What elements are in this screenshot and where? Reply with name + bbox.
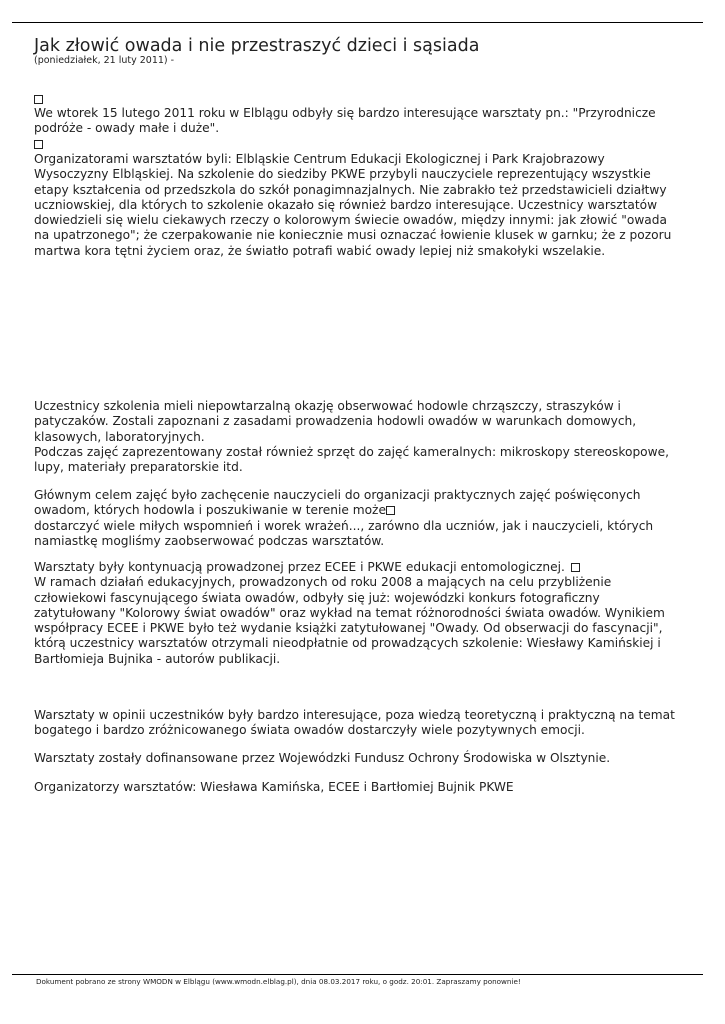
text-line: bogatego i bardzo zróżnicowanego świata owadów dostarczyły wiele pozytywnych emocji. <box>34 723 585 738</box>
text-line: lupy, materiały preparatorskie itd. <box>34 460 243 475</box>
text-line-with-glyph <box>34 503 694 518</box>
text-fragment: owadom, których hodowla i poszukiwanie w terenie może <box>34 503 386 518</box>
missing-image-icon <box>34 140 43 149</box>
footer-note: Dokument pobrano ze strony WMODN w Elblągu (www.wmodn.elblag.pl), dnia 08.03.2017 roku, o godz. 20:01. Zapraszamy ponownie! <box>36 977 521 986</box>
text-line: Podczas zajęć zaprezentowany został również sprzęt do zajęć kameralnych: mikroskopy stereoskopowe, <box>34 444 669 459</box>
text-line: klasowych, laboratoryjnych. <box>34 429 205 444</box>
paragraph-signature <box>34 780 694 795</box>
paragraph-continuation <box>34 560 694 667</box>
text-line: Warsztaty zostały dofinansowane przez Wojewódzki Fundusz Ochrony Środowiska w Olsztynie. <box>34 751 611 765</box>
paragraph-intro <box>34 106 694 152</box>
text-line: Organizatorzy warsztatów: Wiesława Kamińska, ECEE i Bartłomiej Bujnik PKWE <box>34 780 514 794</box>
missing-image-icon <box>386 506 395 515</box>
text-line: Warsztaty w opinii uczestników były bardzo interesujące, poza wiedzą teoretyczną i praktyczną na temat <box>34 708 675 722</box>
text-line: namiastkę mogliśmy zaobserwować podczas warsztatów. <box>34 533 385 548</box>
text-line: Głównym celem zajęć było zachęcenie nauczycieli do organizacji praktycznych zajęć poświęconych <box>34 488 641 502</box>
text-line: Uczestnicy szkolenia mieli niepowtarzalną okazję obserwować hodowle chrząszczy, straszyków i <box>34 399 621 413</box>
article-title: Jak złowić owada i nie przestraszyć dzieci i sąsiada <box>34 36 480 56</box>
text-line: We wtorek 15 lutego 2011 roku w Elblągu odbyły się bardzo interesujące warsztaty pn.: "Przyrodnicze <box>34 106 656 120</box>
text-line: którą uczestnicy warsztatów otrzymali nieodpłatnie od prowadzących szkolenie: Wiesławy Kamińskiej i <box>34 636 661 651</box>
text-line: zatytułowany "Kolorowy świat owadów" oraz wykład na temat różnorodności świata owadów. Wynikiem <box>34 605 665 620</box>
missing-image-icon <box>34 95 43 104</box>
text-line: uczniowskiej, dla których to szkolenie okazało się również bardzo interesujące. Uczestnicy warsztatów <box>34 197 658 212</box>
text-line: etapy kształcenia od przedszkola do szkół ponagimnazjalnych. Nie zabrakło też przedstawicieli działtwy <box>34 182 667 197</box>
text-line: dowiedzieli się wielu ciekawych rzeczy o kolorowym świecie owadów, między innymi: jak złowić "owada <box>34 213 667 228</box>
text-line: Wysoczyzny Elbląskiej. Na szkolenie do siedziby PKWE przybyli nauczyciele reprezentujący wszystkie <box>34 167 651 182</box>
paragraph-goal <box>34 488 694 549</box>
paragraph-funding <box>34 751 694 766</box>
missing-glyph-block <box>34 92 694 107</box>
article-date: (poniedziałek, 21 luty 2011) - <box>34 55 175 66</box>
paragraph-participants <box>34 399 694 475</box>
paragraph-opinion <box>34 708 694 739</box>
text-line: dostarczyć wiele miłych wspomnień i worek wrażeń..., zarówno dla uczniów, jak i nauczycieli, których <box>34 518 654 533</box>
header-divider <box>12 22 703 23</box>
missing-glyph-line <box>34 137 694 152</box>
text-fragment: Warsztaty były kontynuacją prowadzonej przez ECEE i PKWE edukacji entomologicznej. <box>34 560 565 574</box>
missing-image-icon <box>571 563 580 572</box>
text-line-with-glyph <box>34 560 694 575</box>
paragraph-organizers <box>34 152 694 259</box>
text-line: Bartłomieja Bujnika - autorów publikacji. <box>34 651 281 666</box>
text-line: człowiekowi fascynującego świata owadów, odbyły się już: wojewódzki konkurs fotograficzny <box>34 590 600 605</box>
text-line: martwa kora tętni życiem oraz, że światło potrafi wabić owady lepiej niż smakołyki wszelakie. <box>34 243 606 258</box>
text-line: podróże - owady małe i duże". <box>34 121 220 136</box>
text-line: patyczaków. Zostali zapoznani z zasadami prowadzenia hodowli owadów w warunkach domowych, <box>34 414 637 429</box>
text-line: na upatrzonego"; że czerpakowanie nie koniecznie musi oznaczać łowienie klusek w garnku; że z pozoru <box>34 228 672 243</box>
footer-divider <box>12 974 703 975</box>
text-line: W ramach działań edukacyjnych, prowadzonych od roku 2008 a mających na celu przybliżenie <box>34 575 612 590</box>
text-line: współpracy ECEE i PKWE było też wydanie książki zatytułowanej "Owady. Od obserwacji do fascynacji", <box>34 621 663 636</box>
text-line: Organizatorami warsztatów byli: Elbląskie Centrum Edukacji Ekologicznej i Park Krajobrazowy <box>34 152 605 166</box>
